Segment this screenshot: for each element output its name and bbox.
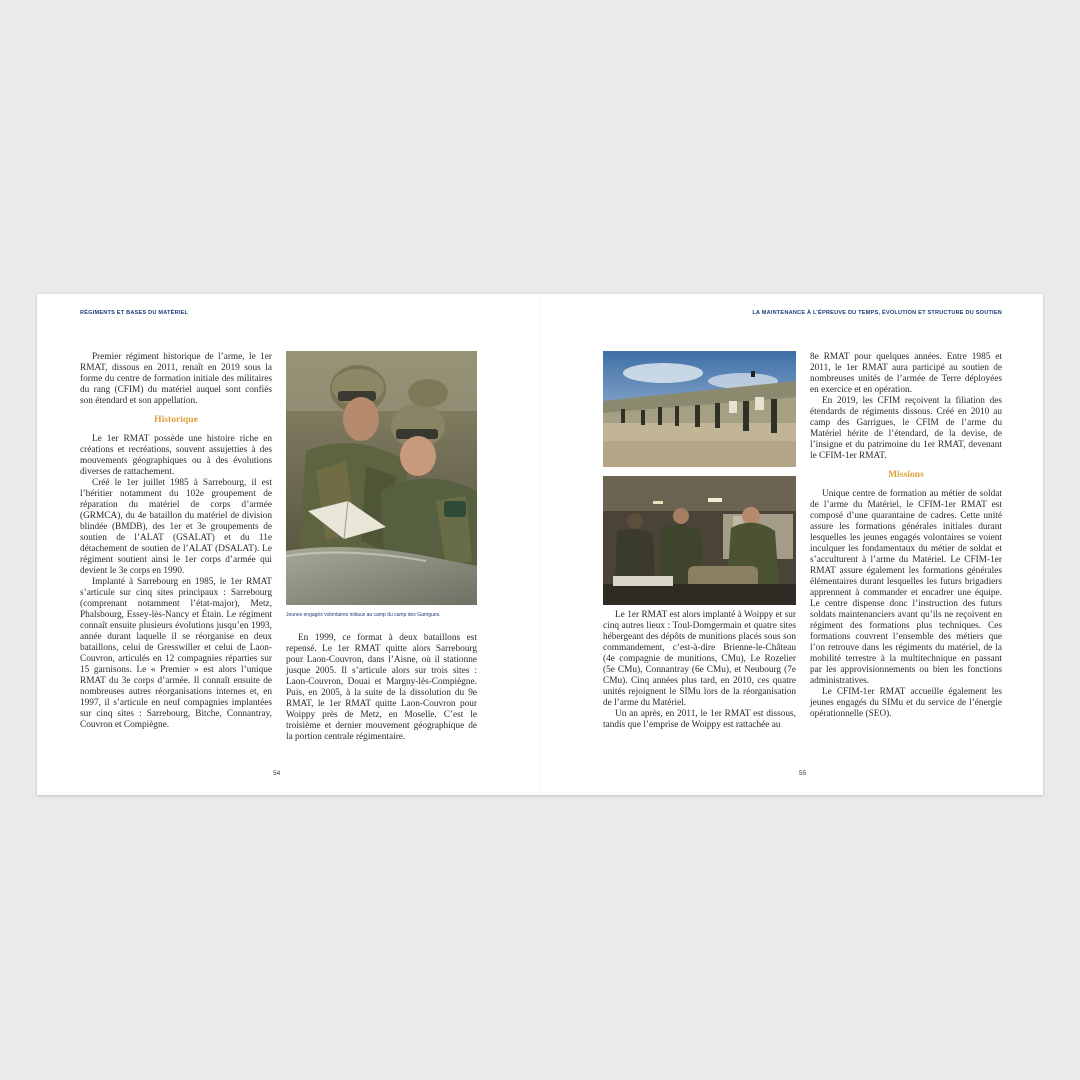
- running-head-left: RÉGIMENTS ET BASES DU MATÉRIEL: [80, 310, 189, 316]
- page-gutter: [540, 294, 541, 795]
- heading-missions: Missions: [888, 469, 924, 480]
- barracks-graphic: [603, 476, 796, 605]
- right-page-column-1: [603, 610, 796, 731]
- right-page-column-2: [810, 352, 1002, 720]
- paragraph: En 2019, les CFIM reçoivent la filiation des étendards de régiments dissous. Créé en 2010 au camp des Garrigues, le CFIM de l’arme du Matériel hérite de l’étendard, de la devise, de l’insigne et du patrimoine du 1er RMAT, devenant le CFIM-1er RMAT.: [810, 396, 1002, 461]
- heading-historique: Historique: [154, 414, 198, 425]
- intro-paragraph: Premier régiment historique de l’arme, le 1er RMAT, dissous en 2011, renaît en 2019 sous la forme du centre de formation initiale des militaires du rang (CFIM) du matériel auquel sont confiés son étendard et son appellation.: [80, 352, 272, 406]
- paragraph: En 1999, ce format à deux bataillons est repensé. Le 1er RMAT quitte alors Sarrebourg pour Laon-Couvron, dans l’Aisne, où il stationne jusque 2005. Il s’articule alors sur trois sites : Laon-Couvron, Douai et Margny-lès-Compiègne. Puis, en 2005, à la suite de la dissolution du 9e RMAT, le 1er RMAT quitte Laon-Couvron pour Woippy près de Metz, en Moselle. C’est le troisième et dernier mouvement géographique de la portion centrale régimentaire.: [286, 633, 477, 742]
- soldiers-photo-graphic: [286, 351, 477, 605]
- paragraph: Le CFIM-1er RMAT accueille également les jeunes engagés du SIMu et du service de l’énergie opérationnelle (SEO).: [810, 687, 1002, 719]
- page-number-right: 55: [799, 770, 807, 777]
- shooting-range-graphic: [603, 351, 796, 467]
- left-page-column-2: [286, 633, 477, 743]
- photo-caption: Jeunes engagés volontaires initiaux au camp du camp des Garrigues.: [286, 612, 441, 618]
- left-page-column-1: [80, 352, 272, 731]
- page-number-left: 54: [273, 770, 281, 777]
- running-head-right: LA MAINTENANCE À L’ÉPREUVE DU TEMPS, ÉVOLUTION ET STRUCTURE DU SOUTIEN: [752, 310, 1002, 316]
- paragraph: Créé le 1er juillet 1985 à Sarrebourg, il est l’héritier notamment du 102e groupement de réparation du matériel de corps d’armée (GRMCA), du 4e bataillon du matériel de division blindée (BMDB), des 1er et 3e groupements de soutien de l’ALAT (GSALAT) et du 11e détachement de soutien de l’ALAT (DSALAT). Le régiment soutient ainsi le 1er corps d’armée qui devient le 3e corps en 1990.: [80, 478, 272, 576]
- photo-shooting-range: [603, 351, 796, 467]
- photo-soldiers-reading: [286, 351, 477, 605]
- paragraph: Le 1er RMAT est alors implanté à Woippy et sur cinq autres lieux : Toul-Domgermain et quatre sites hébergeant des dépôts de munitions placés sous son commandement, c’est-à-dire Brienne-le-Château (4e compagnie de munitions, CMu), Le Rozelier (5e CMu), Connantray (6e CMu), et Neubourg (7e CMu). Cinq années plus tard, en 2010, ces quatre unités rejoignent le SIMu lors de la réorganisation de l’arme du Matériel.: [603, 610, 796, 708]
- photo-barracks: [603, 476, 796, 605]
- paragraph: Un an après, en 2011, le 1er RMAT est dissous, tandis que l’emprise de Woippy est rattachée au: [603, 709, 796, 730]
- paragraph: Unique centre de formation au métier de soldat de l’arme du Matériel, le CFIM-1er RMAT est composé d’une quarantaine de cadres. Cette unité assure les formations générales initiales durant lesquelles les jeunes engagés volontaires se voient inculquer les fondamentaux du métier de soldat et s’acculturent à l’arme du Matériel. Le CFIM-1er RMAT assure également les formations générales élémentaires durant lesquelles les futurs brigadiers apprennent à commander et encadrer une équipe. Le centre dispense donc l’instruction des futurs soldats maintenanciers avant qu’ils ne reçoivent en régiment des formations plus techniques. Ces formations couvrent l’ensemble des métiers que l’on retrouve dans les régiments du matériel, de la mobilité terrestre à la multitechnique en passant par les approvisionnements ou bien les fonctions administratives.: [810, 489, 1002, 686]
- paragraph: Implanté à Sarrebourg en 1985, le 1er RMAT s’articule sur cinq sites principaux : Sarrebourg (comprenant notamment l’état-major), Metz, Phalsbourg, Essey-lès-Nancy et Étain. Le régiment connaît ensuite plusieurs évolutions jusqu’en 1993, année durant laquelle il se réorganise en deux bataillons, celui de Gresswiller et celui de Laon-Couvron, articulés en 12 compagnies réparties sur 15 garnisons. Le « Premier » est alors l’unique RMAT du 3e corps d’armée. Il connaît ensuite de nombreuses autres réorganisations internes et, en 1997, il s’articule en neuf compagnies implantées sur cinq sites : Sarrebourg, Bitche, Connantray, Couvron et Compiègne.: [80, 577, 272, 730]
- paragraph: Le 1er RMAT possède une histoire riche en créations et recréations, souvent assujetties à des mouvements géographiques ou à des évolutions diverses de rattachement.: [80, 434, 272, 477]
- book-spread: [37, 294, 1043, 795]
- paragraph: 8e RMAT pour quelques années. Entre 1985 et 2011, le 1er RMAT aura participé au soutien de nombreuses unités de l’armée de Terre déployées en exercice et en opération.: [810, 352, 1002, 395]
